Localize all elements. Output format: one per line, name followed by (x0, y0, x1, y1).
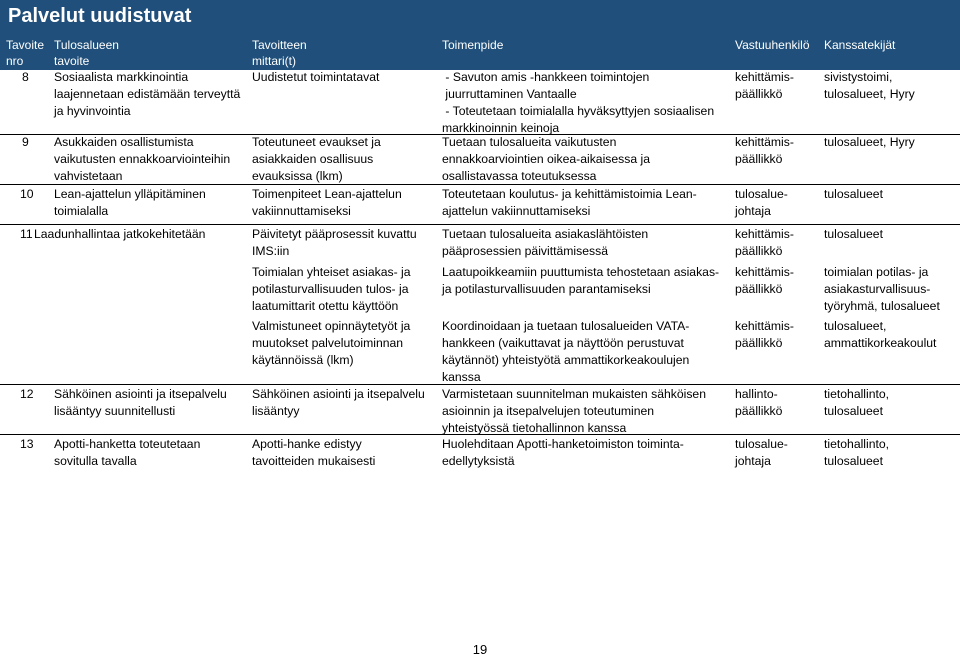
row-number: 8 (22, 70, 29, 84)
row-number: 12 (20, 387, 34, 401)
vastuu-cell: tulosalue- johtaja (735, 187, 788, 218)
page-number: 19 (472, 642, 488, 657)
tavoite-cell: Sähköinen asiointi ja itsepalvelu lisääntyy suunnitellusti (54, 387, 227, 418)
page-title: Palvelut uudistuvat (0, 0, 960, 36)
mittari-cell: Toteutuneet evaukset ja asiakkaiden osallisuus evauksissa (lkm) (252, 135, 381, 183)
tavoite-cell: Sosiaalista markkinointia laajennetaan edistämään terveyttä ja hyvinvointia (54, 70, 241, 118)
kanssa-cell: sivistystoimi, tulosalueet, Hyry (824, 70, 915, 101)
kanssa-cell: tulosalueet, Hyry (824, 135, 915, 149)
kanssa-cell: tulosalueet (824, 187, 883, 201)
header-mittari: Tavoitteen mittari(t) (252, 38, 307, 68)
header-tavoite: Tulosalueen tavoite (54, 38, 119, 68)
toimenpide-cell: Toteutetaan koulutus- ja kehittämistoimia Lean- ajattelun vakiinnuttamiseksi (442, 187, 697, 218)
mittari-cell: Uudistetut toimintatavat (252, 70, 380, 84)
toimenpide-cell: Laatupoikkeamiin puuttumista tehostetaan asiakas- ja potilasturvallisuuden parantamiseksi (442, 265, 720, 296)
row-number: 11 (20, 227, 33, 241)
vastuu-cell: kehittämis- päällikkö (735, 319, 794, 350)
tavoite-cell: Laadunhallintaa jatkokehitetään (34, 227, 206, 241)
toimenpide-cell: Tuetaan tulosalueita vaikutusten ennakkoarviointien oikea-aikaisessa ja osallistavassa toteutuksessa (442, 135, 650, 183)
header-vastuu: Vastuuhenkilö (735, 38, 810, 52)
mittari-cell: Sähköinen asiointi ja itsepalvelu lisääntyy (252, 387, 425, 418)
kanssa-cell: tietohallinto, tulosalueet (824, 387, 890, 418)
toimenpide-cell: Koordinoidaan ja tuetaan tulosalueiden VATA- hankkeen (vaikuttavat ja näyttöön perustuvat käytännöt) yhteistyötä ammattikorkeakoulujen kanssa (442, 319, 690, 384)
tavoite-cell: Asukkaiden osallistumista vaikutusten ennakkoarviointeihin vahvistetaan (54, 135, 231, 183)
mittari-cell: Valmistuneet opinnäytetyöt ja muutokset palvelutoiminnan käytännöissä (lkm) (252, 319, 411, 367)
mittari-cell: Apotti-hanke edistyy tavoitteiden mukaisesti (252, 437, 376, 468)
vastuu-cell: kehittämis- päällikkö (735, 70, 794, 101)
row-number: 9 (22, 135, 29, 149)
toimenpide-cell: - Savuton amis -hankkeen toimintojen juurruttaminen Vantaalle - Toteutetaan toimialalla hyväksyttyjen sosiaalisen markkinoinnin keinoja (442, 70, 715, 135)
kanssa-cell: tulosalueet, ammattikorkeakoulut (824, 319, 937, 350)
tavoite-cell: Lean-ajattelun ylläpitäminen toimialalla (54, 187, 206, 218)
row-number: 10 (20, 187, 34, 201)
row-divider (0, 224, 960, 225)
toimenpide-cell: Tuetaan tulosalueita asiakaslähtöisten pääprosessien päivittämisessä (442, 227, 649, 258)
toimenpide-cell: Huolehditaan Apotti-hanketoimiston toiminta- edellytyksistä (442, 437, 684, 468)
kanssa-cell: tulosalueet (824, 227, 883, 241)
header-toimenpide: Toimenpide (442, 38, 504, 52)
table-header (0, 36, 960, 70)
mittari-cell: Päivitetyt pääprosessit kuvattu IMS:iin (252, 227, 417, 258)
mittari-cell: Toimialan yhteiset asiakas- ja potilasturvallisuuden tulos- ja laatumittarit otettu käyttöön (252, 265, 411, 313)
vastuu-cell: tulosalue- johtaja (735, 437, 788, 468)
vastuu-cell: kehittämis- päällikkö (735, 265, 794, 296)
vastuu-cell: hallinto- päällikkö (735, 387, 783, 418)
toimenpide-cell: Varmistetaan suunnitelman mukaisten sähköisen asioinnin ja itsepalvelujen toteutuminen yhteistyössä tietohallinnon kanssa (442, 387, 706, 435)
kanssa-cell: tietohallinto, tulosalueet (824, 437, 890, 468)
kanssa-cell: toimialan potilas- ja asiakasturvallisuus- työryhmä, tulosalueet (824, 265, 940, 313)
mittari-cell: Toimenpiteet Lean-ajattelun vakiinnuttamiseksi (252, 187, 402, 218)
vastuu-cell: kehittämis- päällikkö (735, 135, 794, 166)
header-kanssa: Kanssatekijät (824, 38, 896, 52)
row-number: 13 (20, 437, 34, 451)
header-nro: Tavoite nro (6, 38, 45, 68)
tavoite-cell: Apotti-hanketta toteutetaan sovitulla tavalla (54, 437, 201, 468)
vastuu-cell: kehittämis- päällikkö (735, 227, 794, 258)
